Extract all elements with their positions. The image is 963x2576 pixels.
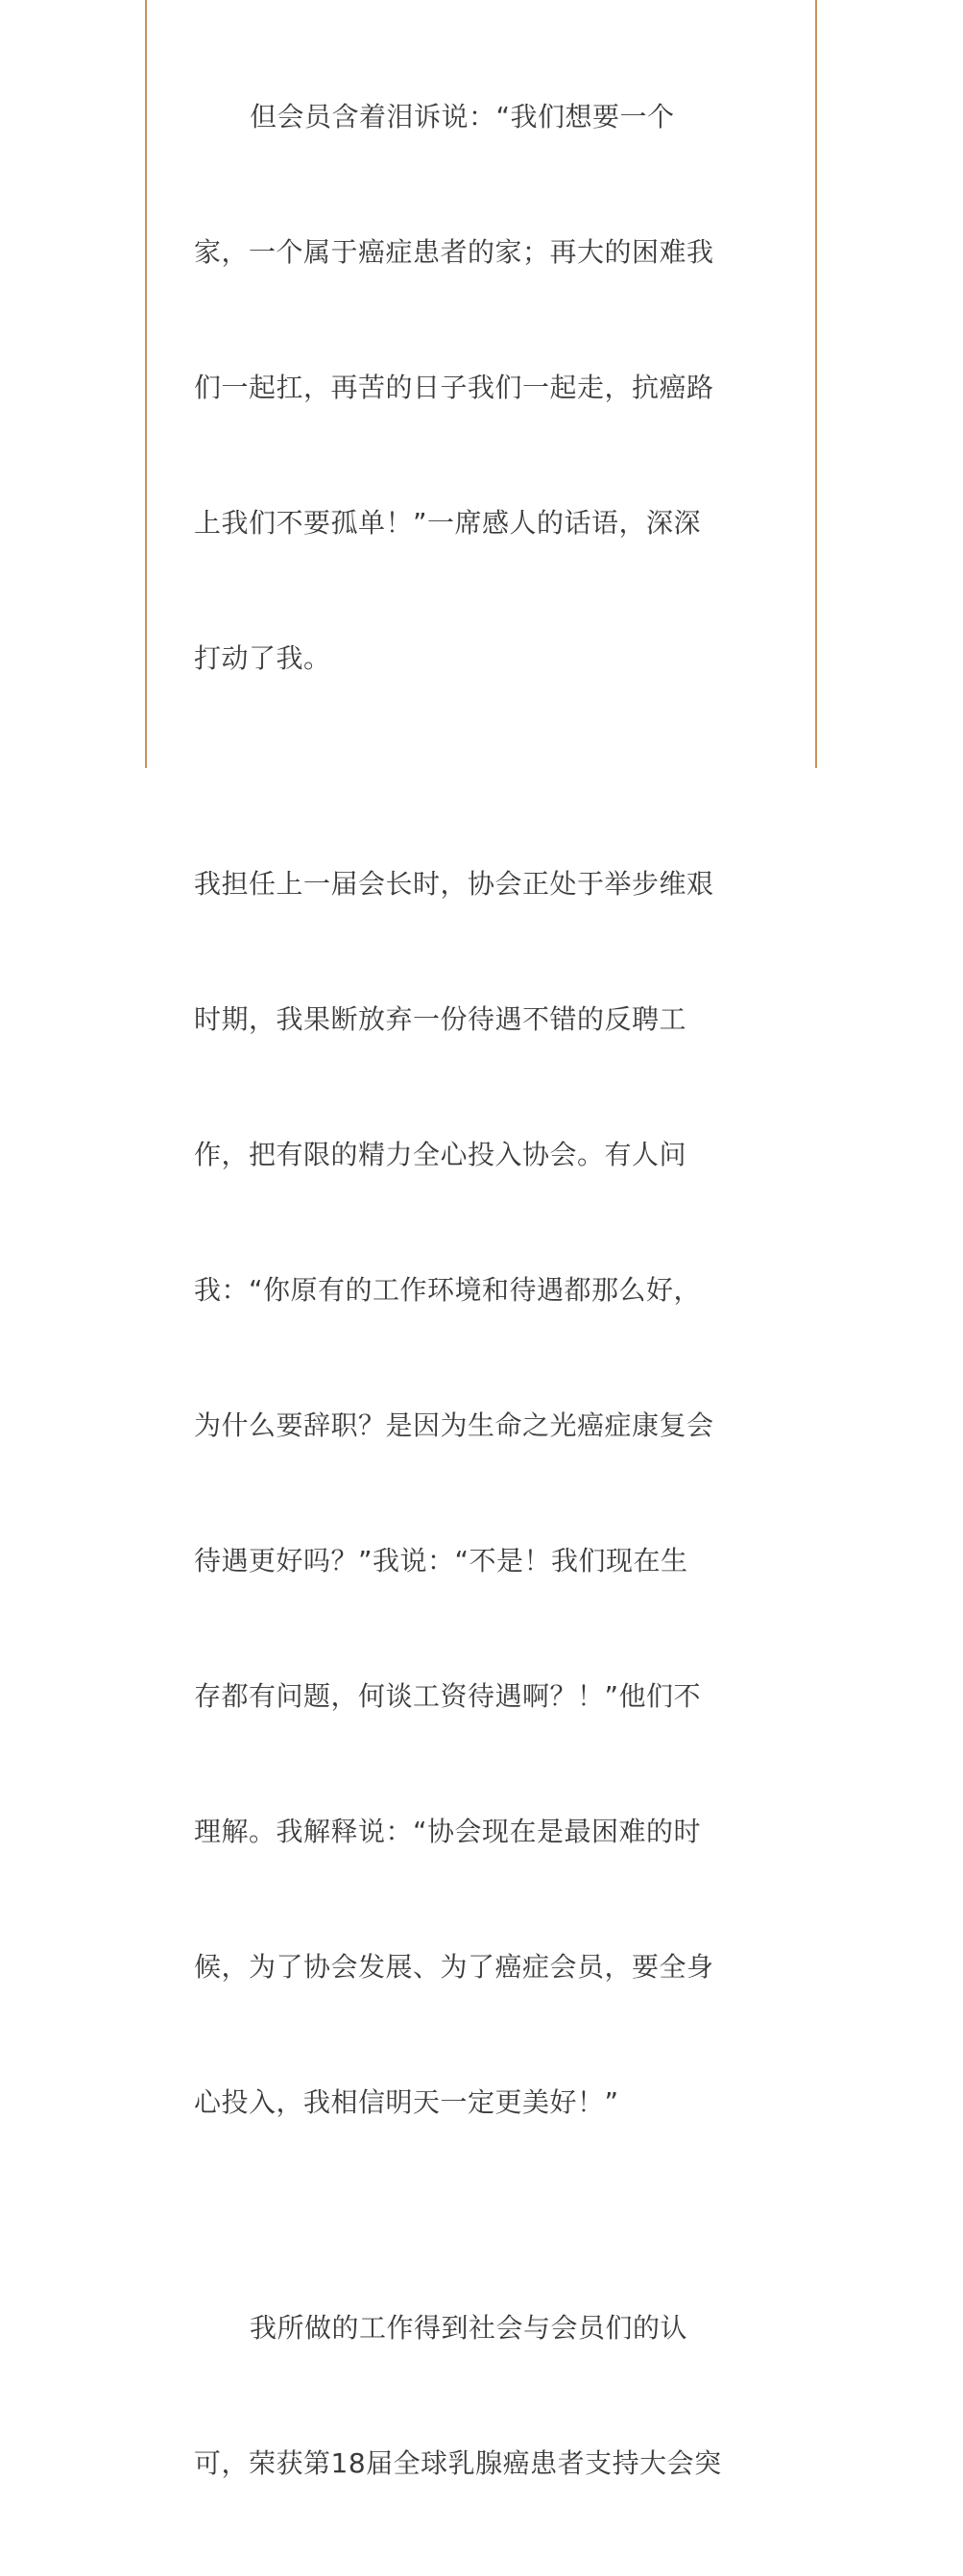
text-line: 可，荣获第18届全球乳腺癌患者支持大会突 <box>194 2447 722 2479</box>
text-line: 待遇更好吗？”我说：“不是！我们现在生 <box>194 1545 688 1577</box>
text-line: 时期，我果断放弃一份待遇不错的反聘工 <box>194 1003 687 1035</box>
text-line: 上我们不要孤单！”一席感人的话语，深深 <box>194 507 702 539</box>
text-line: 家，一个属于癌症患者的家；再大的困难我 <box>194 236 714 268</box>
text-line: 我：“你原有的工作环境和待遇都那么好， <box>194 1274 702 1306</box>
article-body <box>194 4 751 2576</box>
text-line: 候，为了协会发展、为了癌症会员，要全身 <box>194 1951 714 1983</box>
paragraph-2 <box>194 771 751 2215</box>
text-line: 我担任上一届会长时，协会正处于举步维艰 <box>194 868 714 900</box>
text-line: 我所做的工作得到社会与会员们的认 <box>250 2312 688 2344</box>
right-border-line <box>815 0 817 768</box>
text-line: 为什么要辞职？是因为生命之光癌症康复会 <box>194 1409 714 1441</box>
paragraph-1 <box>194 4 751 771</box>
text-line: 理解。我解释说：“协会现在是最困难的时 <box>194 1816 702 1847</box>
paragraph-3 <box>194 2215 751 2576</box>
text-line: 存都有问题，何谈工资待遇啊？！”他们不 <box>194 1680 702 1712</box>
text-line: 打动了我。 <box>194 642 331 674</box>
text-line: 们一起扛，再苦的日子我们一起走，抗癌路 <box>194 372 714 403</box>
text-line: 心投入，我相信明天一定更美好！” <box>194 2086 619 2118</box>
left-border-line <box>145 0 147 768</box>
text-line: 但会员含着泪诉说：“我们想要一个 <box>250 101 675 132</box>
text-line: 作，把有限的精力全心投入协会。有人问 <box>194 1139 687 1170</box>
